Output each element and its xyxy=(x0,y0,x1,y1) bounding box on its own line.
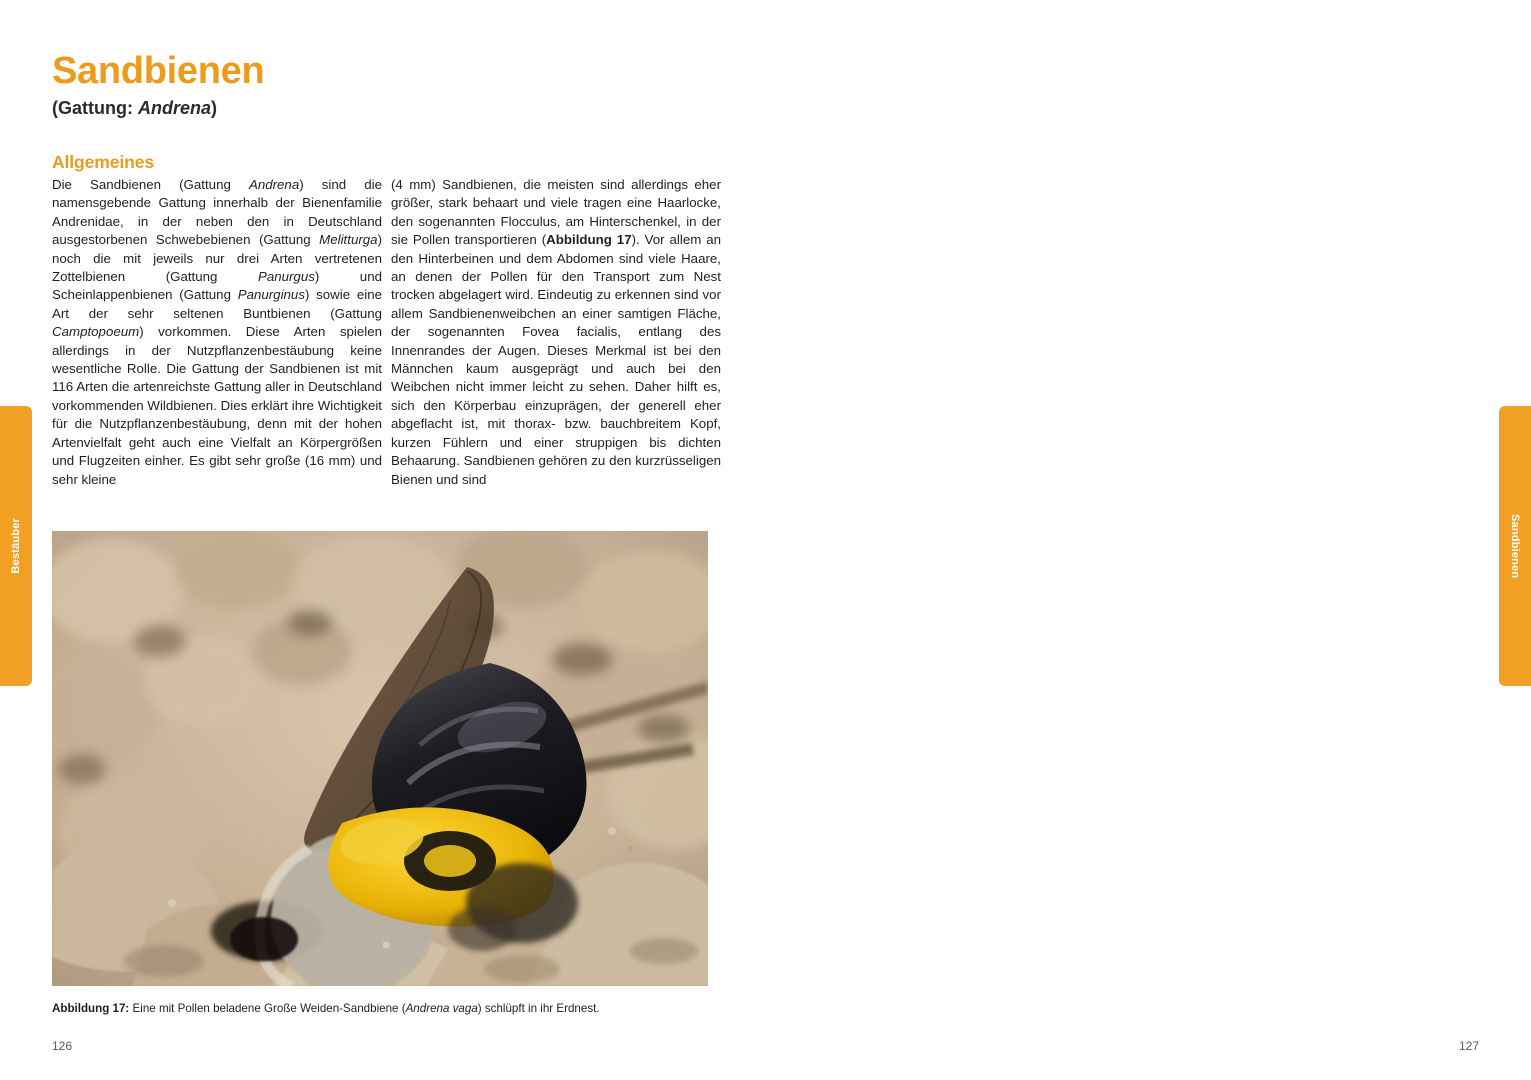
index-tab-left-label: Bestäuber xyxy=(10,518,22,574)
subtitle-suffix: ) xyxy=(211,98,217,118)
subtitle-prefix: (Gattung xyxy=(52,98,127,118)
paragraph-allgemeines-1: Die Sandbienen (Gattung Andrena) sind die namensgebende Gattung innerhalb der Bienenfamilie Andrenidae, in der neben den in Deutschland ausgestorbenen Schwebebienen (Gattung Melitturga) noch die mit jeweils nur drei Arten vertretenen Zottelbienen (Gattung Panurgus) und Scheinlappenbienen (Gattung Panurginus) sowie eine Art der sehr seltenen Buntbienen (Gattung Camptopoeum) vorkommen. Diese Arten spielen allerdings in der Nutzpflanzenbestäubung keine wesentliche Rolle. Die Gattung der Sandbienen ist mit 116 Arten die artenreichste Gattung aller in Deutschland vorkommenden Wildbienen. Dies erklärt ihre Wichtigkeit für die Nutzpflanzenbestäubung, denn mit der hohen Artenvielfalt geht auch eine Vielfalt an Körpergrößen und Flugzeiten einher. Es gibt sehr große (16 mm) und sehr kleine xyxy=(52,177,382,487)
subtitle-genus: Andrena xyxy=(137,98,211,118)
page-right xyxy=(766,0,1531,1080)
page-left xyxy=(0,0,765,1080)
caption-17-text-b: ) schlüpft in ihr Erdnest. xyxy=(477,1002,600,1015)
body-column-left-2 xyxy=(391,176,721,489)
subtitle-colon: : xyxy=(126,98,138,118)
photo-sandbiene-erdnest xyxy=(52,531,708,986)
caption-17-text-a: Eine mit Pollen beladene Große Weiden-Sandbiene ( xyxy=(129,1002,406,1015)
index-tab-right-label: Sandbienen xyxy=(1509,513,1521,579)
page-number-right: 127 xyxy=(1458,1039,1479,1053)
section-heading-allgemeines: Allgemeines xyxy=(52,152,154,172)
page-subtitle xyxy=(52,98,217,119)
caption-17-species: Andrena vaga xyxy=(405,1002,478,1015)
caption-abbildung-17 xyxy=(52,1001,732,1016)
photo-illustration xyxy=(52,531,708,986)
paragraph-allgemeines-2: (4 mm) Sandbienen, die meisten sind allerdings eher größer, stark behaart und viele tragen eine Haarlocke, den sogenannten Flocculus, am Hinterschenkel, in der sie Pollen transportieren (Abbildung 17). Vor allem an den Hinterbeinen und dem Abdomen sind viele Haare, an denen der Pollen für den Transport zum Nest trocken abgelagert wird. Eindeutig zu erkennen sind vor allem Sandbienenweibchen an einer samtigen Fläche, der sogenannten Fovea facialis, entlang des Innenrandes der Augen. Dieses Merkmal ist bei den Männchen kaum ausgeprägt und auch bei den Weibchen nicht immer leicht zu sehen. Daher hilft es, sich den Körperbau einzuprägen, der generell eher abgeflacht ist, mit thorax- bzw. bauchbreitem Kopf, kurzen Fühlern und einer struppigen bis dichten Behaarung. Sandbienen gehören zu den kurzrüsseligen Bienen und sind xyxy=(391,177,721,487)
caption-17-label: Abbildung 17: xyxy=(52,1002,130,1015)
page-number-left: 126 xyxy=(52,1039,73,1053)
page-title: Sandbienen xyxy=(52,50,265,92)
body-column-left-1 xyxy=(52,176,382,489)
